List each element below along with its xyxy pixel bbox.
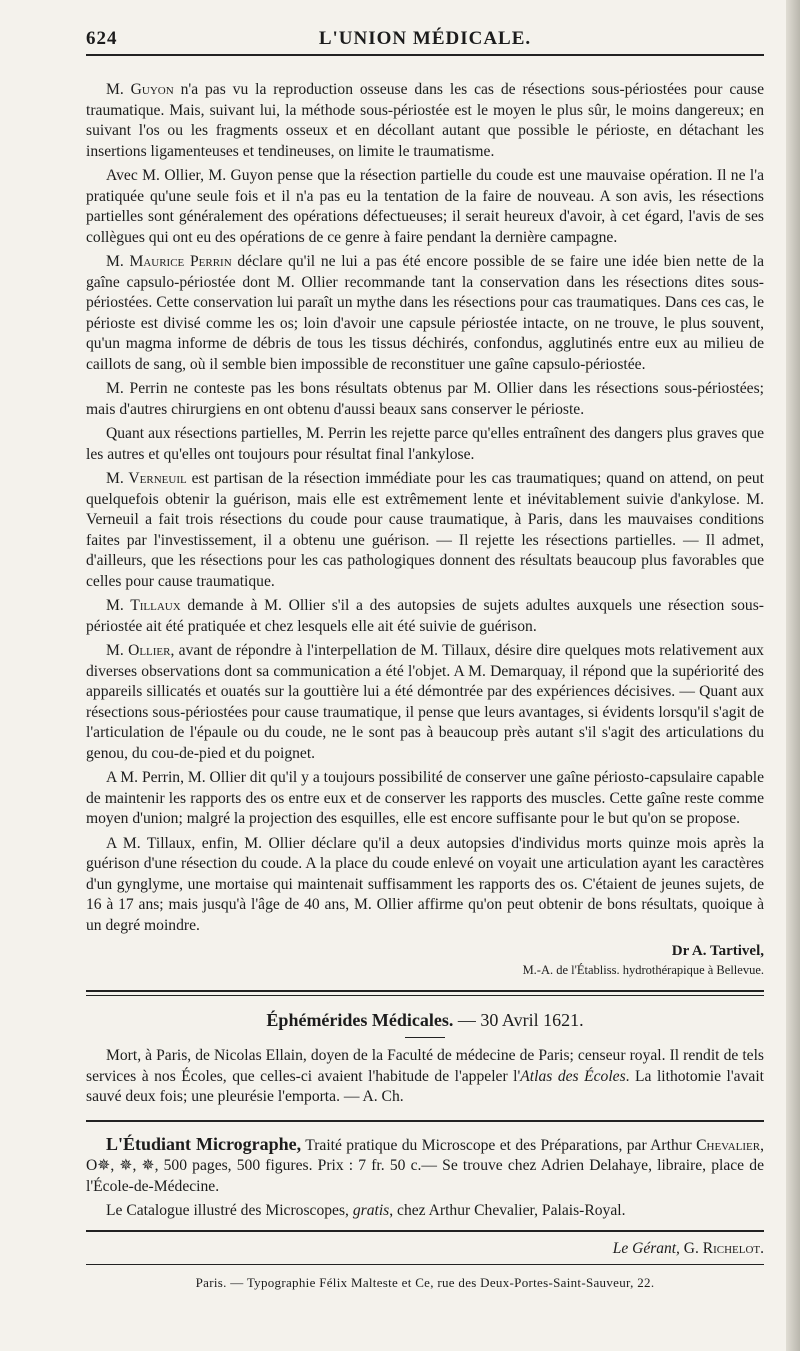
paragraph: L'Étudiant Micrographe, Traité pratique du Microscope et des Préparations, par Arthur Chevalier, O✵, ✵, ✵, 500 pages, 500 figures. Prix : 7 fr. 50 c.— Se trouve chez Adrien Delahaye, libraire, place de l'École-de-Médecine.	[86, 1133, 764, 1195]
paragraph: Avec M. Ollier, M. Guyon pense que la résection partielle du coude est une mauvaise opération. Il ne l'a pratiquée qu'une seule fois et il n'a pas eu la tentation de la faire de nouveau. A son avis, les résections partielles sont généralement des opérations défectueuses; il serait heureux d'avoir, à cet égard, l'avis de ses collègues qui ont eu des opérations de ce genre à faire pendant la dernière campagne.	[86, 167, 764, 246]
ad-title: L'Étudiant Micrographe,	[106, 1133, 302, 1154]
page-number: 624	[86, 28, 118, 49]
paragraph: M. Tillaux demande à M. Ollier s'il a des autopsies de sujets adultes auxquels une résection sous-périostée ait été pratiquée et chez lesquels elle ait été suivie de guérison.	[86, 597, 764, 635]
section-divider	[86, 1230, 764, 1232]
paragraph: A M. Tillaux, enfin, M. Ollier déclare qu'il a deux autopsies d'individus morts quinze mois après la guérison d'une résection du coude. A la place du coude enlevé on voyait une articulation ayant les caractères d'un gynglyme, une mortaise qui maintenait suffisamment les rapports des os. C'étaient de jeunes sujets, de 16 à 17 ans; mais jusqu'à l'âge de 40 ans, M. Ollier affirme qu'on peut obtenir de bons résultats, quoique à un degré moindre.	[86, 834, 764, 934]
paragraph: M. Maurice Perrin déclare qu'il ne lui a pas été encore possible de se faire une idée bien nette de la gaîne capsulo-périostée dont M. Ollier recommande tant la conservation dans les résections dites sous-périostées. Cette conservation lui paraît un mythe dans les résections pour cas traumatiques. Dans ces cas, le périoste est divisé comme les os; loin d'avoir une capsule périostée intacte, on ne trouve, le plus souvent, qu'un magma informe de débris de tous les tissus déchirés, confondus, agglutinés entre eux au milieu de caillots de sang, où il semble bien impossible de reconstituer une gaîne capsulo-périostée.	[86, 253, 764, 373]
signature-affiliation: M.-A. de l'Établiss. hydrothérapique à Bellevue.	[522, 963, 764, 977]
signature-name: Dr A. Tartivel,	[671, 943, 764, 959]
ephemerides-title: Éphémérides Médicales.	[266, 1010, 454, 1030]
paragraph: M. Guyon n'a pas vu la reproduction osseuse dans les cas de résections sous-périostées pour cause traumatique. Mais, suivant lui, la méthode sous-périostée est le moyen le plus sûr, le moins dangereux; en suivant l'os ou les fragments osseux et en décollant autant que possible le périoste, en détachant les insertions ligamenteuses et tendineuses, on limite le traumatisme.	[86, 81, 765, 160]
section-divider	[86, 990, 764, 992]
section-divider-thin	[86, 995, 764, 996]
paragraph: Quant aux résections partielles, M. Perrin les rejette parce qu'elles entraînent des dangers plus graves que les autres et qu'elles ont toujours pour résultat final l'ankylose.	[86, 425, 764, 463]
article-body	[86, 80, 764, 936]
paragraph: Mort, à Paris, de Nicolas Ellain, doyen de la Faculté de médecine de Paris; censeur royal. Il rendit de tels services à nos Écoles, que celles-ci avaient l'habitude de l'appeler l'Atlas des Écoles. La lithotomie l'avait sauvé deux fois; une pleurésie l'emporta. — A. Ch.	[86, 1047, 764, 1105]
gerant-line: Le Gérant, G. Richelot.	[612, 1239, 764, 1257]
section-divider	[86, 1120, 764, 1122]
ephemerides-date: — 30 Avril 1621.	[453, 1010, 584, 1030]
running-title: L'UNION MÉDICALE.	[318, 28, 532, 49]
printer-imprint: Paris. — Typographie Félix Malteste et Ce, rue des Deux-Portes-Saint-Sauveur, 22.	[86, 1264, 764, 1291]
paragraph: A M. Perrin, M. Ollier dit qu'il y a toujours possibilité de conserver une gaîne périosto-capsulaire capable de maintenir les rapports des os entre eux et de conserver les rapports des muscles. Cette gaîne reste comme moyen d'union; malgré la projection des esquilles, elle est encore suffisante pour le but qu'on se propose.	[86, 769, 765, 827]
advertisement	[86, 1134, 764, 1222]
paragraph: M. Ollier, avant de répondre à l'interpellation de M. Tillaux, désire dire quelques mots relativement aux diverses observations dont sa communication a été l'objet. A M. Demarquay, il répond que la supériorité des appareils sillicatés et ouatés sur la gouttière lui a été démontrée par des expériences décisives. — Quant aux résections sous-périostées pour cause traumatique, il pense que leurs avantages, si évidents lorsqu'il s'agit de l'articulation de l'épaule ou du coude, ne le sont pas à beaucoup près autant s'il s'agit des articulations du genou, du cou-de-pied et du poignet.	[86, 642, 764, 762]
signature	[86, 942, 764, 980]
short-divider	[405, 1037, 445, 1038]
ephemerides-heading	[86, 1010, 764, 1031]
paragraph: M. Verneuil est partisan de la résection immédiate pour les cas traumatiques; quand on attend, on peut quelquefois obtenir la guérison, mais elle est extrêmement lente et inévitablement suivie d'ankylose. M. Verneuil a fait trois résections du coude pour cause traumatique, à Paris, dans les mauvaises conditions faites par l'investissement, il a obtenu une guérison. — Il rejette les résections partielles. — Il admet, d'ailleurs, que les résections pour les cas pathologiques donnent des résultats beaucoup plus favorables que celles pour cause traumatique.	[86, 470, 764, 590]
ephemerides-body	[86, 1046, 764, 1108]
paragraph: Le Catalogue illustré des Microscopes, gratis, chez Arthur Chevalier, Palais-Royal.	[106, 1202, 626, 1219]
paragraph: M. Perrin ne conteste pas les bons résultats obtenus par M. Ollier dans les résections sous-périostées; mais d'autres chirurgiens en ont obtenu d'aussi beaux sans conserver le périoste.	[86, 380, 764, 418]
page-header	[86, 18, 764, 56]
